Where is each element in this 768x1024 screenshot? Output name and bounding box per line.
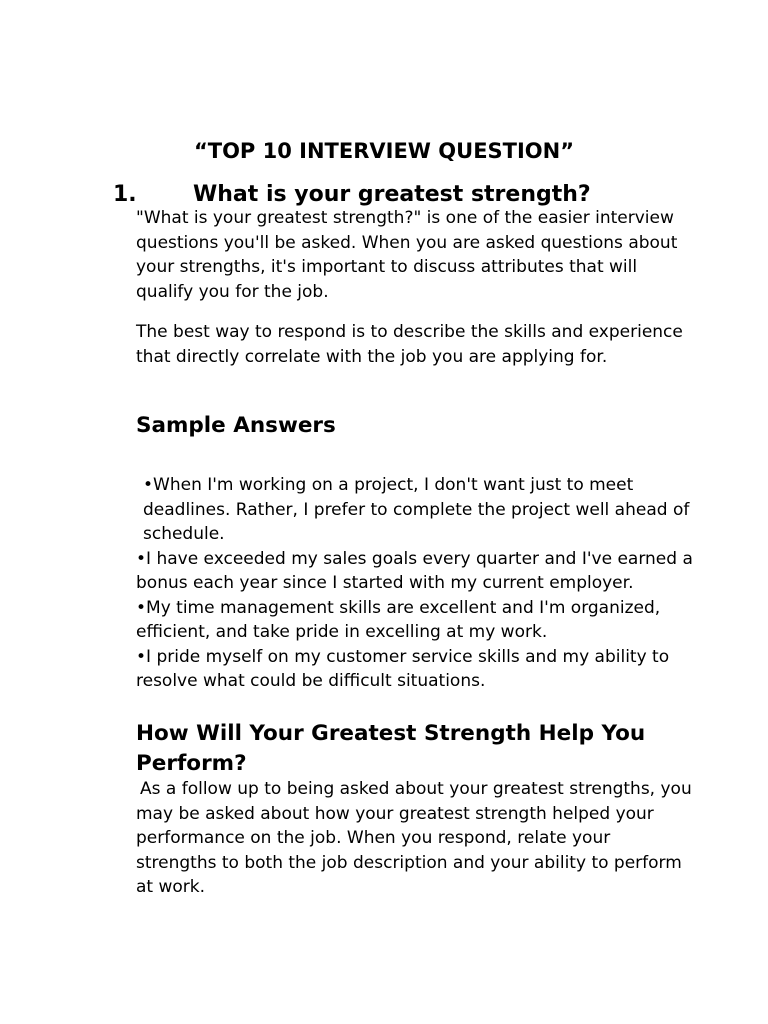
advice-paragraph: The best way to respond is to describe the skills and experience that directly correlate with the job you are applying for. [136,322,683,367]
followup-heading: How Will Your Greatest Strength Help You Perform? [136,721,646,776]
list-item: •I pride myself on my customer service skills and my ability to resolve what could be difficult situations. [136,646,670,691]
question-number: 1. [113,182,137,207]
list-item: •My time management skills are excellent and I'm organized, efficient, and take pride in excelling at my work. [136,597,661,642]
list-item: •I have exceeded my sales goals every quarter and I've earned a bonus each year since I started with my current employer. [136,548,693,593]
document-title: “TOP 10 INTERVIEW QUESTION” [193,139,575,163]
list-item: •When I'm working on a project, I don't want just to meet deadlines. Rather, I prefer to complete the project well ahead of schedule. [143,475,690,544]
intro-paragraph: "What is your greatest strength?" is one of the easier interview questions you'll be asked. When you are asked questions about your strengths, it's important to discuss attributes that will qualify you for the job. [136,208,678,302]
question-text: What is your greatest strength? [193,182,591,207]
followup-paragraph: As a follow up to being asked about your greatest strengths, you may be asked about how your greatest strength helped your performance on the job. When you respond, relate your strengths to both the job description and your ability to perform at work. [136,779,692,897]
sample-answers-heading: Sample Answers [136,413,336,438]
sample-answers-list [136,473,696,694]
